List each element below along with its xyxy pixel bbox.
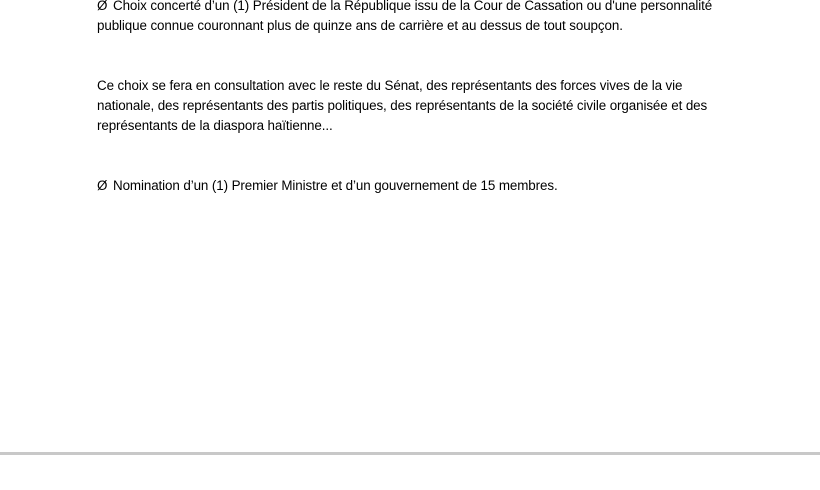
- bullet-symbol: Ø: [97, 178, 108, 193]
- bullet-item-text-line-2: publique connue couronnant plus de quinze ans de carrière et au dessus de tout soupçon.: [97, 18, 623, 33]
- bullet-item-text-line-1: Nomination d’un (1) Premier Ministre et d’un gouvernement de 15 membres.: [113, 178, 558, 193]
- bullet-item-text-line-1: Choix concerté d’un (1) Président de la République issu de la Cour de Cassation ou d'une personnalité: [113, 0, 713, 13]
- consultation-paragraph: [97, 76, 737, 136]
- paragraph-line-1: Ce choix se fera en consultation avec le reste du Sénat, des représentants des forces vives de la vie: [97, 78, 683, 93]
- paragraph-line-3: représentants de la diaspora haïtienne...: [97, 118, 333, 133]
- paragraph-line-2: nationale, des représentants des partis politiques, des représentants de la société civile organisée et des: [97, 98, 708, 113]
- bullet-symbol: Ø: [97, 0, 108, 13]
- bullet-item-president-choice: [97, 0, 737, 36]
- page-gap: [0, 455, 820, 490]
- bullet-item-prime-minister: [97, 176, 737, 196]
